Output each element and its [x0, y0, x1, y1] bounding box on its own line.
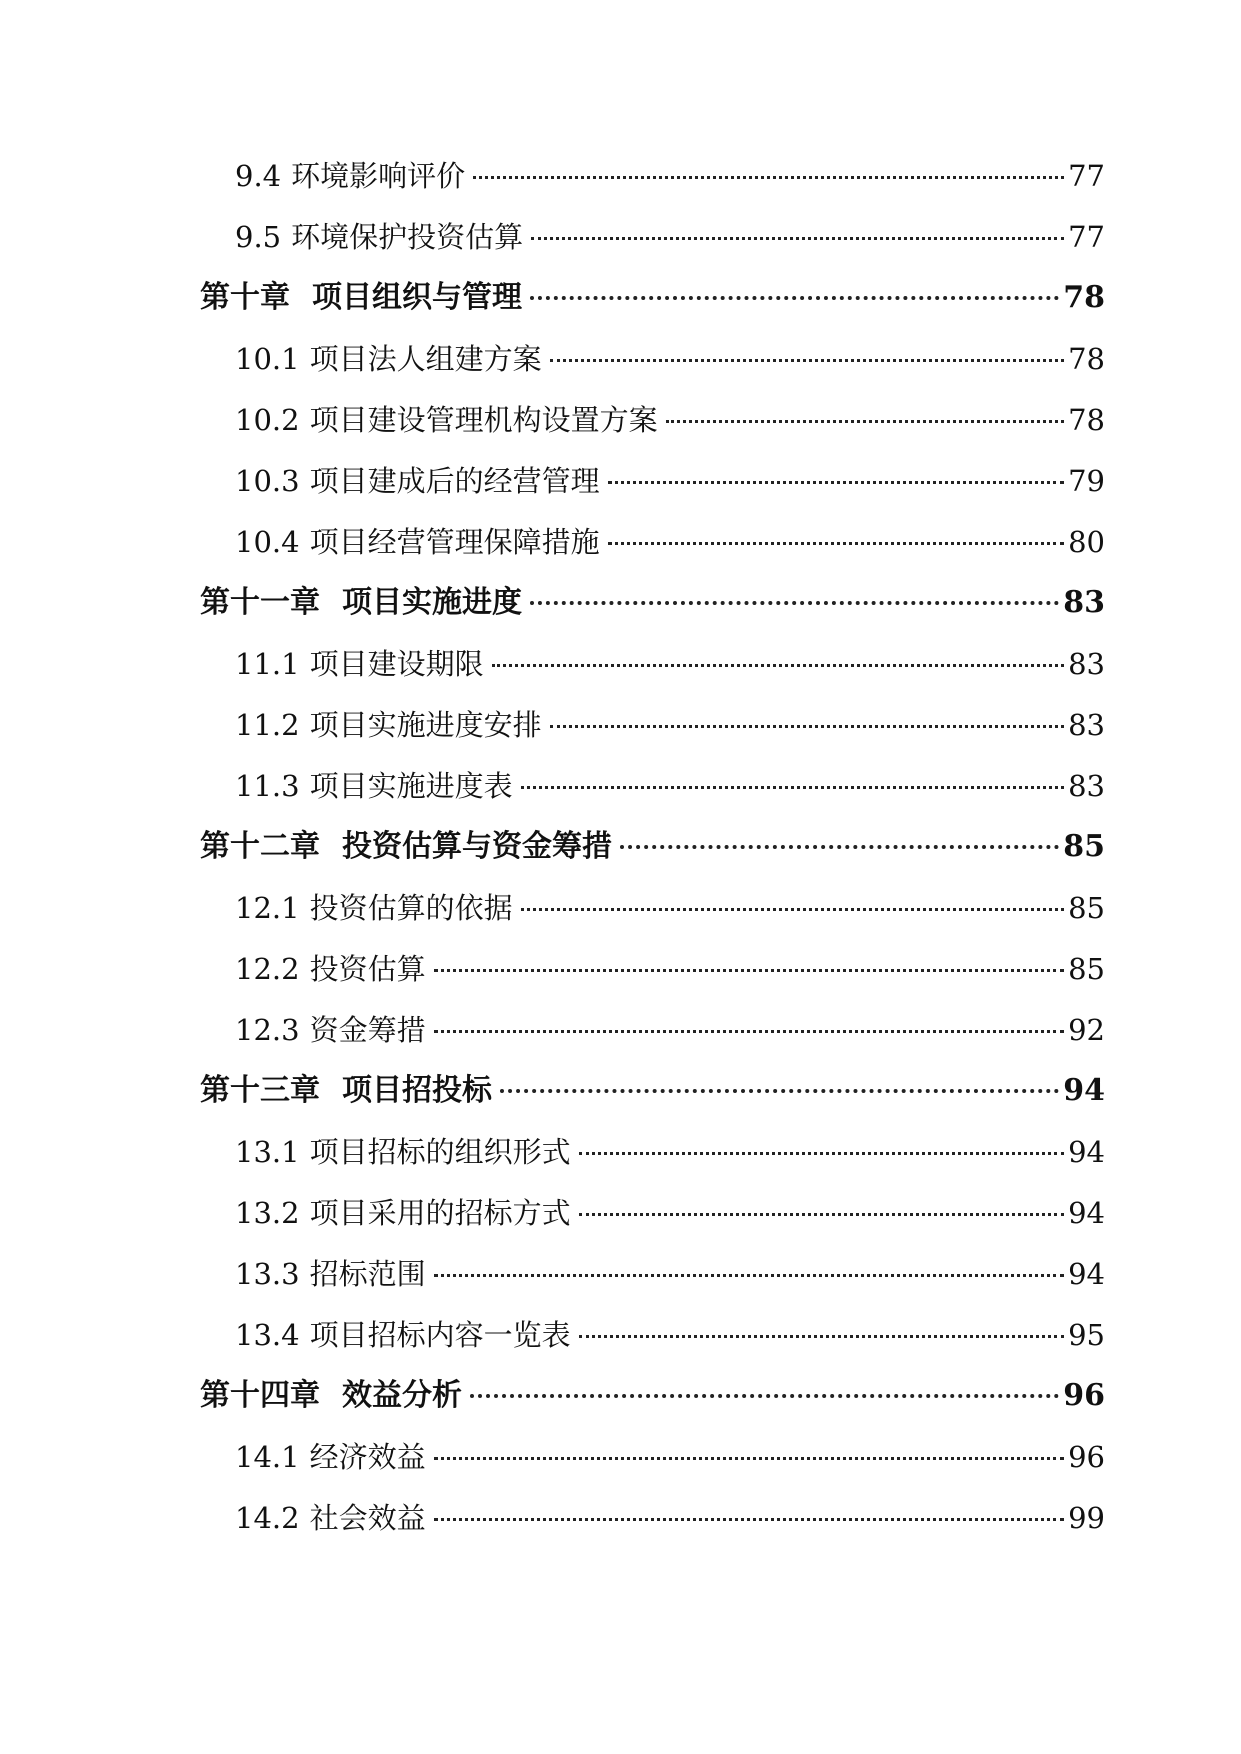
toc-section-entry[interactable] — [200, 522, 1105, 583]
toc-section-entry[interactable] — [200, 705, 1105, 766]
dot-leader — [666, 420, 1065, 423]
toc-entry-page-number: 92 — [1068, 1013, 1105, 1047]
dot-leader — [530, 601, 1059, 605]
toc-entry-page-number: 99 — [1068, 1501, 1105, 1535]
toc-entry-page-number: 83 — [1068, 769, 1105, 803]
toc-entry-number: 11.2 — [235, 708, 300, 742]
dot-leader — [620, 845, 1059, 849]
toc-section-entry[interactable] — [200, 644, 1105, 705]
toc-entry-number: 9.5 — [235, 220, 282, 254]
toc-entry-number: 13.2 — [235, 1196, 300, 1230]
toc-section-entry[interactable] — [200, 400, 1105, 461]
dot-leader — [500, 1089, 1059, 1093]
toc-entry-page-number: 83 — [1068, 708, 1105, 742]
toc-entry-title: 项目实施进度 — [342, 585, 522, 620]
toc-entry-page-number: 78 — [1068, 403, 1105, 437]
toc-chapter-entry[interactable] — [200, 583, 1105, 644]
toc-entry-number: 第十二章 — [200, 829, 320, 864]
toc-entry-title: 社会效益 — [309, 1501, 426, 1535]
table-of-contents — [200, 156, 1105, 1559]
toc-section-entry[interactable] — [200, 1193, 1105, 1254]
toc-entry-title: 项目建设期限 — [309, 647, 484, 681]
toc-section-entry[interactable] — [200, 1010, 1105, 1071]
toc-entry-title: 项目组织与管理 — [312, 280, 522, 315]
dot-leader — [579, 1213, 1065, 1216]
dot-leader — [521, 786, 1065, 789]
toc-entry-title: 项目招标的组织形式 — [309, 1135, 571, 1169]
toc-entry-number: 12.3 — [235, 1013, 300, 1047]
dot-leader — [473, 176, 1064, 179]
dot-leader — [530, 296, 1059, 300]
toc-section-entry[interactable] — [200, 1315, 1105, 1376]
toc-entry-page-number: 80 — [1068, 525, 1105, 559]
toc-entry-title: 项目采用的招标方式 — [309, 1196, 571, 1230]
toc-entry-number: 11.1 — [235, 647, 300, 681]
toc-entry-page-number: 77 — [1068, 159, 1105, 193]
dot-leader — [550, 359, 1065, 362]
toc-entry-page-number: 78 — [1063, 280, 1105, 315]
dot-leader — [550, 725, 1065, 728]
toc-entry-number: 第十四章 — [200, 1378, 320, 1413]
dot-leader — [521, 908, 1065, 911]
toc-section-entry[interactable] — [200, 1132, 1105, 1193]
toc-section-entry[interactable] — [200, 156, 1105, 217]
toc-entry-title: 环境保护投资估算 — [291, 220, 524, 254]
toc-chapter-entry[interactable] — [200, 827, 1105, 888]
toc-entry-page-number: 83 — [1063, 585, 1105, 620]
toc-entry-number: 14.2 — [235, 1501, 300, 1535]
toc-entry-title: 项目建成后的经营管理 — [309, 464, 600, 498]
dot-leader — [434, 1518, 1065, 1521]
dot-leader — [531, 237, 1064, 240]
toc-entry-page-number: 79 — [1068, 464, 1105, 498]
toc-entry-number: 12.1 — [235, 891, 300, 925]
toc-entry-page-number: 77 — [1068, 220, 1105, 254]
toc-entry-page-number: 85 — [1068, 952, 1105, 986]
toc-section-entry[interactable] — [200, 1254, 1105, 1315]
toc-entry-title: 项目实施进度表 — [309, 769, 513, 803]
toc-entry-number: 9.4 — [235, 159, 282, 193]
dot-leader — [434, 1030, 1065, 1033]
dot-leader — [470, 1394, 1059, 1398]
toc-entry-number: 12.2 — [235, 952, 300, 986]
dot-leader — [434, 1457, 1065, 1460]
dot-leader — [608, 481, 1065, 484]
toc-entry-title: 投资估算 — [309, 952, 426, 986]
toc-entry-title: 项目招标内容一览表 — [309, 1318, 571, 1352]
toc-entry-number: 11.3 — [235, 769, 300, 803]
toc-entry-title: 项目实施进度安排 — [309, 708, 542, 742]
toc-entry-number: 13.1 — [235, 1135, 300, 1169]
toc-entry-title: 项目法人组建方案 — [309, 342, 542, 376]
toc-entry-number: 10.2 — [235, 403, 300, 437]
toc-entry-title: 环境影响评价 — [291, 159, 466, 193]
toc-entry-number: 13.3 — [235, 1257, 300, 1291]
toc-entry-title: 经济效益 — [309, 1440, 426, 1474]
toc-entry-page-number: 85 — [1063, 829, 1105, 864]
toc-entry-number: 第十章 — [200, 280, 290, 315]
toc-entry-page-number: 94 — [1063, 1073, 1105, 1108]
toc-section-entry[interactable] — [200, 766, 1105, 827]
toc-entry-title: 项目经营管理保障措施 — [309, 525, 600, 559]
toc-entry-number: 14.1 — [235, 1440, 300, 1474]
toc-entry-title: 投资估算的依据 — [309, 891, 513, 925]
toc-entry-number: 10.1 — [235, 342, 300, 376]
toc-entry-title: 投资估算与资金筹措 — [342, 829, 612, 864]
toc-entry-page-number: 85 — [1068, 891, 1105, 925]
dot-leader — [492, 664, 1065, 667]
toc-entry-page-number: 96 — [1063, 1378, 1105, 1413]
toc-entry-page-number: 94 — [1068, 1257, 1105, 1291]
toc-section-entry[interactable] — [200, 461, 1105, 522]
toc-section-entry[interactable] — [200, 949, 1105, 1010]
dot-leader — [579, 1335, 1065, 1338]
toc-chapter-entry[interactable] — [200, 1071, 1105, 1132]
toc-entry-page-number: 95 — [1068, 1318, 1105, 1352]
toc-entry-number: 第十三章 — [200, 1073, 320, 1108]
toc-entry-page-number: 83 — [1068, 647, 1105, 681]
toc-entry-page-number: 94 — [1068, 1135, 1105, 1169]
toc-entry-number: 13.4 — [235, 1318, 300, 1352]
toc-entry-title: 项目建设管理机构设置方案 — [309, 403, 658, 437]
toc-section-entry[interactable] — [200, 1437, 1105, 1498]
toc-entry-title: 招标范围 — [309, 1257, 426, 1291]
toc-entry-number: 10.4 — [235, 525, 300, 559]
toc-entry-title: 资金筹措 — [309, 1013, 426, 1047]
toc-chapter-entry[interactable] — [200, 278, 1105, 339]
dot-leader — [608, 542, 1065, 545]
toc-entry-page-number: 94 — [1068, 1196, 1105, 1230]
toc-entry-number: 10.3 — [235, 464, 300, 498]
toc-section-entry[interactable] — [200, 888, 1105, 949]
toc-section-entry[interactable] — [200, 217, 1105, 278]
toc-section-entry[interactable] — [200, 339, 1105, 400]
toc-chapter-entry[interactable] — [200, 1376, 1105, 1437]
toc-entry-page-number: 96 — [1068, 1440, 1105, 1474]
toc-entry-page-number: 78 — [1068, 342, 1105, 376]
toc-entry-title: 项目招投标 — [342, 1073, 492, 1108]
toc-entry-title: 效益分析 — [342, 1378, 462, 1413]
dot-leader — [579, 1152, 1065, 1155]
toc-section-entry[interactable] — [200, 1498, 1105, 1559]
dot-leader — [434, 1274, 1065, 1277]
dot-leader — [434, 969, 1065, 972]
toc-entry-number: 第十一章 — [200, 585, 320, 620]
